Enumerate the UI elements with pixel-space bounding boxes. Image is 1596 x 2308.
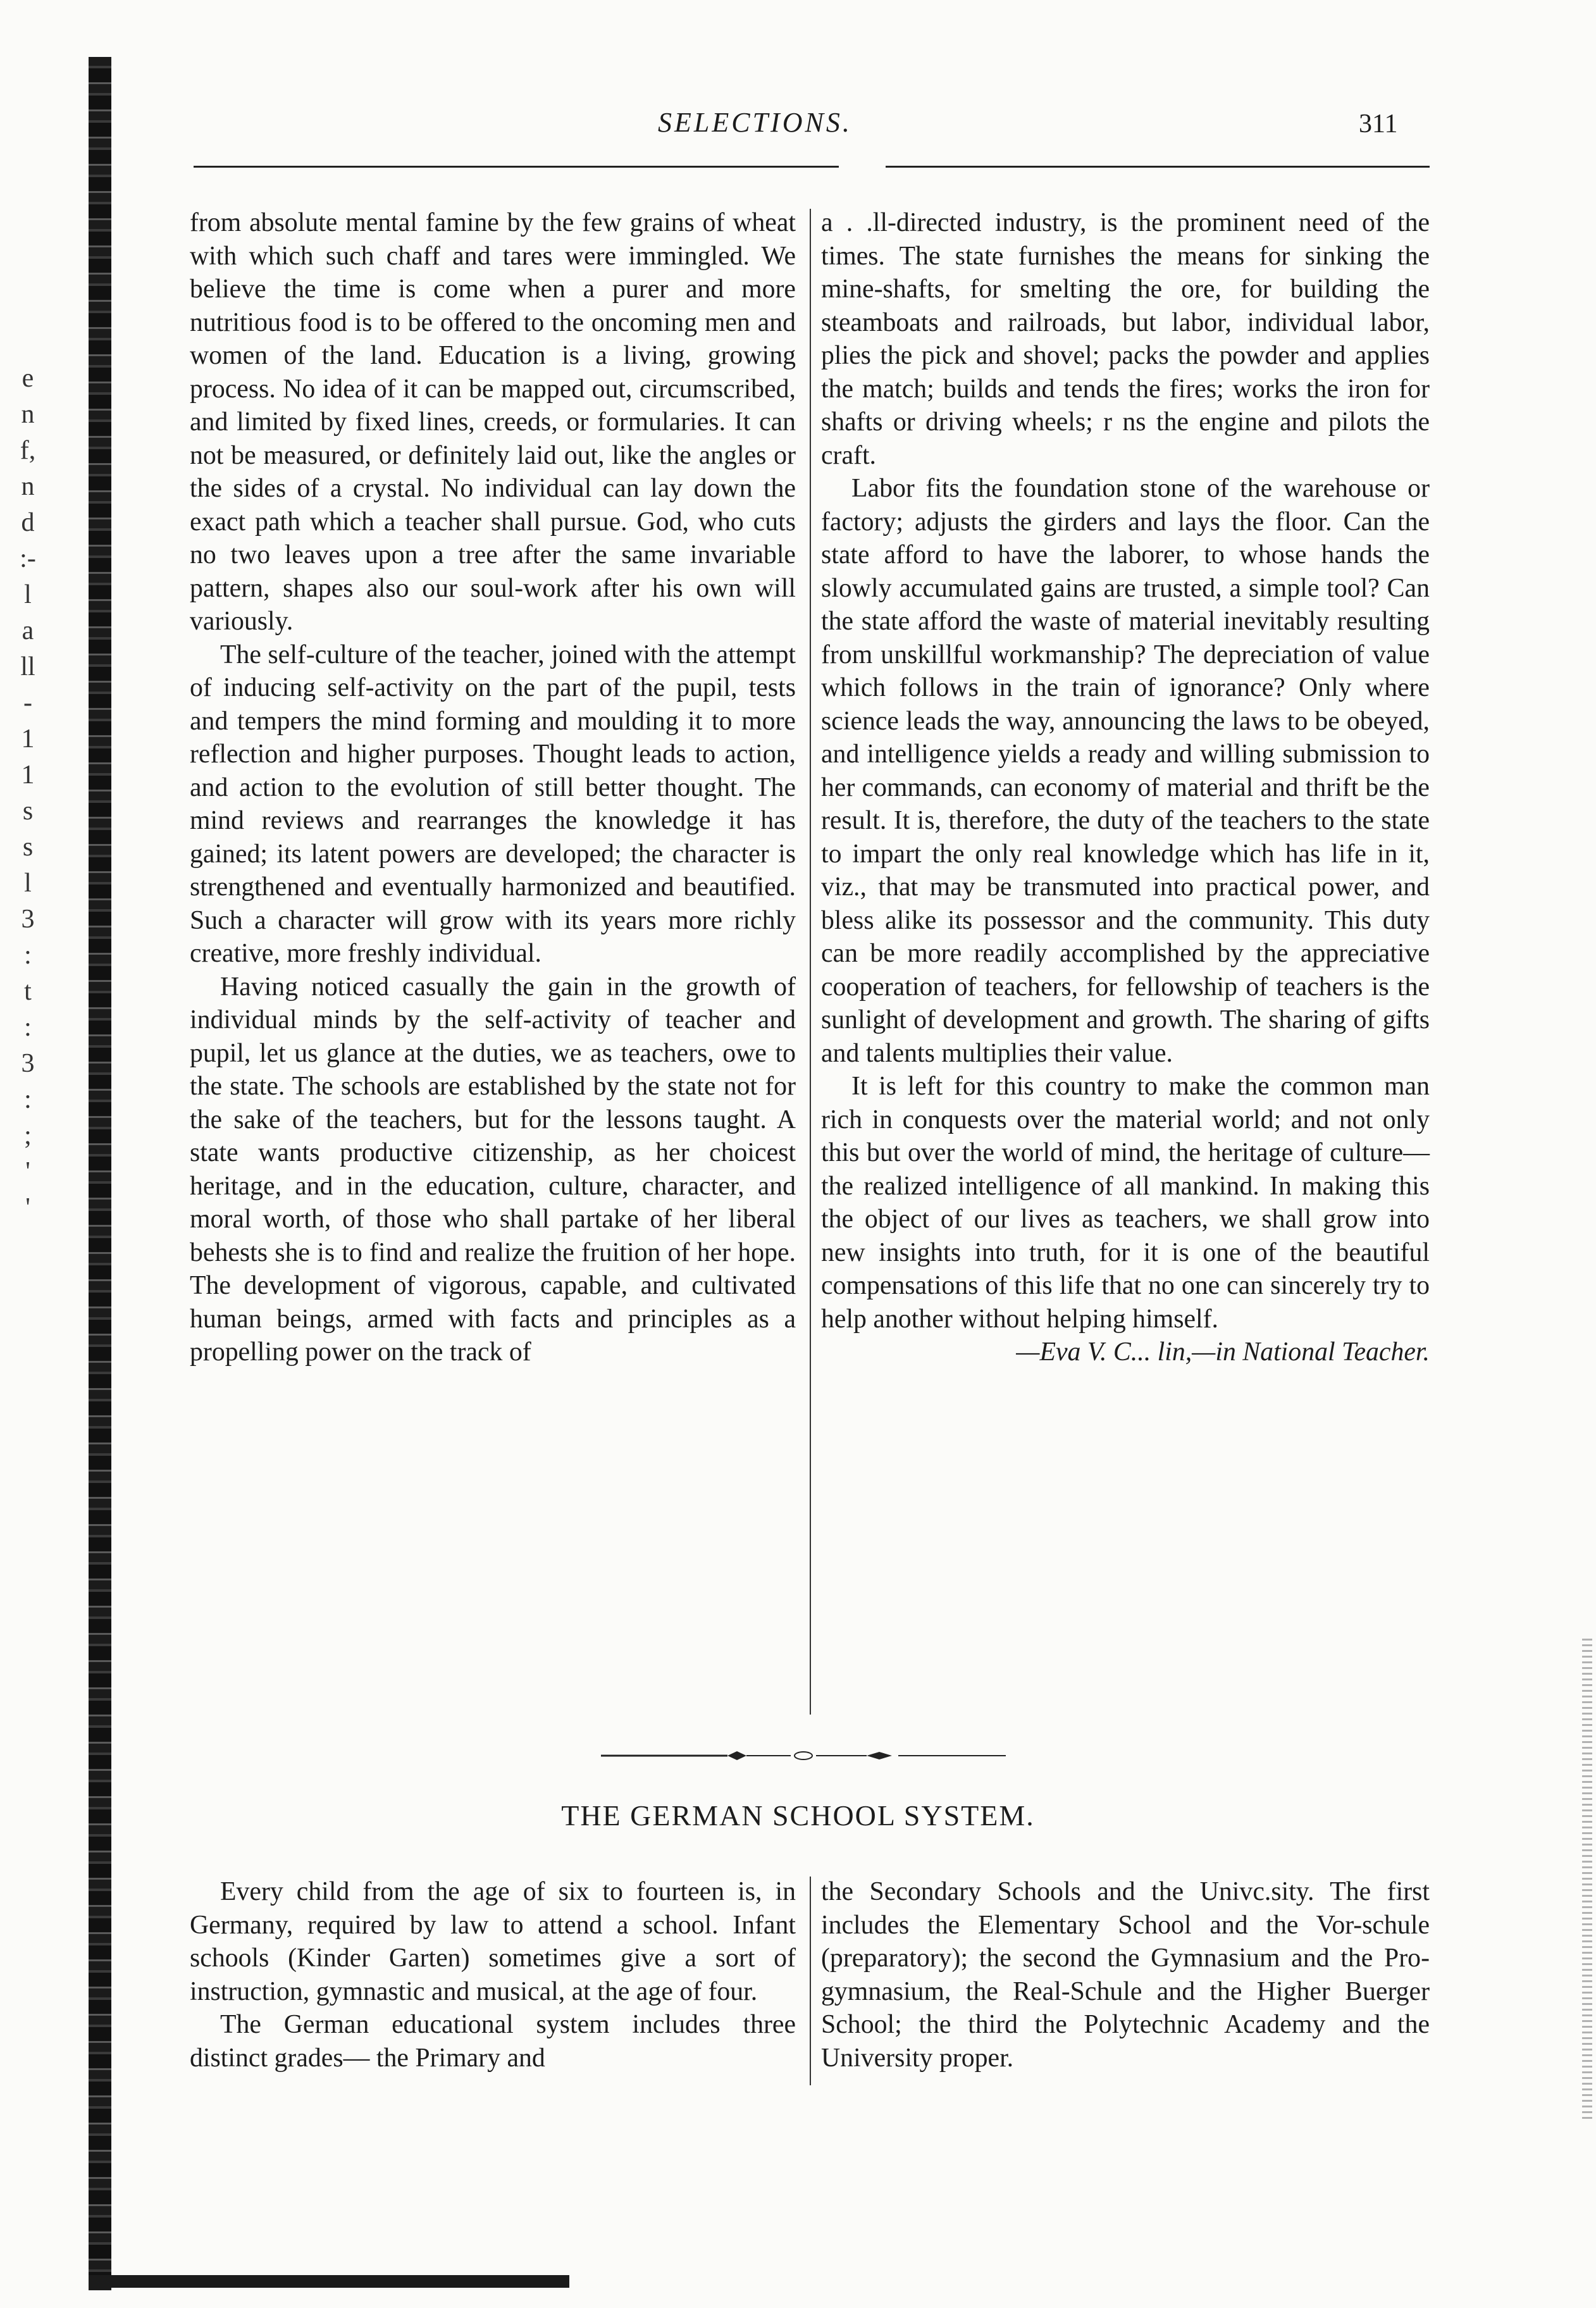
page-edge-texture: [1582, 1639, 1592, 2119]
margin-letter: ': [25, 1193, 30, 1222]
paragraph: Having noticed casually the gain in the growth of individual minds by the self-activity of teacher and pupil, let us glance at the duties, we as teachers, owe to the state. The schools are established by the state not for the sake of the teachers, but for the lessons taught. A state wants productive citizenship, as her choicest heritage, and in the education, culture, character, and moral worth, of those who shall partake of her liberal behests she is to find and realize the fruition of her hope. The development of vigorous, capable, and cultivated human beings, armed with facts and principles as a propelling power on the track of: [190, 972, 796, 1367]
margin-letter: ll: [20, 652, 35, 681]
margin-letter: f,: [20, 436, 36, 465]
running-title: SELECTIONS.: [658, 107, 852, 138]
section-title: THE GERMAN SCHOOL SYSTEM.: [561, 1799, 1035, 1832]
margin-letter: :: [24, 941, 32, 970]
margin-letter: 3: [21, 905, 35, 934]
margin-letter: :: [24, 1085, 32, 1114]
margin-letter: a: [22, 616, 34, 645]
margin-letter: 1: [21, 760, 35, 790]
article1-right-column: [821, 206, 1430, 1369]
paragraph: Every child from the age of six to fourteen is, in Germany, required by law to attend a school. Infant schools (Kinder Garten) sometimes give a sort of instruction, gymnastic and musical, at the age of four.: [190, 1877, 796, 2006]
margin-letter: l: [24, 869, 32, 898]
margin-letter: s: [22, 797, 34, 826]
ornamental-divider: [601, 1746, 1006, 1765]
paragraph: Labor fits the foundation stone of the warehouse or factory; adjusts the girders and lays the floor. Can the state afford to have the laborer, to whose hands the slowly accumulated gains are trusted, a simple tool? Can the state afford the waste of material inevitably resulting from unskillful workmanship? The depreciation of value which follows in the train of ignorance? Only where science leads the way, announcing the laws to be obeyed, and intelligence yields a ready and willing submission to her commands, can economy of material and thrift be the result. It is, therefore, the duty of the teachers to the state to impart the only real knowledge which has life in it, viz., that may be transmuted into practical power, and bless alike its possessor and the community. This duty can be more readily accomplished by the appreciative cooperation of teachers, for fellowship of teachers is the sunlight of development and growth. The sharing of gifts and talents multiplies their value.: [821, 474, 1430, 1068]
margin-letter: 1: [21, 724, 35, 754]
margin-letter: s: [22, 833, 34, 862]
paragraph: the Secondary Schools and the Univc.sity. The first includes the Elementary School and the Vor-schule (preparatory); the second the Gymnasium and the Pro-gymnasium, the Real-Schule and the Higher Buerger School; the third the Polytechnic Academy and the University proper.: [821, 1877, 1430, 2073]
paragraph: a . .ll-directed industry, is the prominent need of the times. The state furnishes the means for sinking the mine-shafts, for smelting the ore, for building the steamboats and railroads, but labor, individual labor, plies the pick and shovel; packs the powder and applies the match; builds and tends the fires; works the iron for shafts or driving wheels; r ns the engine and pilots the craft.: [821, 208, 1430, 470]
margin-letter: d: [21, 508, 35, 537]
article2-left-column: [190, 1875, 796, 2075]
margin-letter: n: [21, 472, 35, 501]
article2-right-column: [821, 1875, 1430, 2075]
margin-letter: t: [24, 977, 32, 1006]
book-binding-foot: [89, 2275, 569, 2288]
header-rule-right: [886, 166, 1430, 168]
page-number: 311: [1359, 109, 1398, 139]
column-divider: [810, 1877, 811, 2085]
paragraph: The self-culture of the teacher, joined with the attempt of inducing self-activity on the part of the pupil, tests and tempers the mind forming and moulding it to more reflection and higher purposes. Thought leads to action, and action to the evolution of still better thought. The mind reviews and rearranges the knowledge it has gained; its latent powers are developed; the character is strengthened and eventually harmonized and beautified. Such a character will grow with its years more richly creative, more freshly individual.: [190, 640, 796, 968]
facing-page-fragment: [9, 361, 47, 1226]
margin-letter: l: [24, 580, 32, 609]
attribution: —Eva V. C... lin,—in National Teacher.: [1016, 1337, 1430, 1367]
margin-letter: ;: [24, 1121, 32, 1150]
header-rule-left: [194, 166, 839, 168]
margin-letter: n: [21, 400, 35, 429]
paragraph: from absolute mental famine by the few grains of wheat with which such chaff and tares were immingled. We believe the time is come when a purer and more nutritious food is to be offered to the oncoming men and women of the land. Education is a living, growing process. No idea of it can be mapped out, circumscribed, and limited by fixed lines, creeds, or formularies. It can not be measured, or definitely laid out, like the angles or the sides of a crystal. No individual can lay down the exact path which a teacher shall pursue. God, who cuts no two leaves upon a tree after the same invariable pattern, shapes also our soul-work after his own will variously.: [190, 208, 796, 636]
margin-letter: :: [24, 1013, 32, 1042]
book-binding-edge: [89, 57, 111, 2290]
margin-letter: 3: [21, 1049, 35, 1078]
article1-left-column: [190, 206, 796, 1369]
paragraph: The German educational system includes three distinct grades— the Primary and: [190, 2010, 796, 2073]
margin-letter: ': [25, 1157, 30, 1186]
column-divider: [810, 209, 811, 1715]
margin-letter: :-: [20, 544, 36, 573]
paragraph: It is left for this country to make the common man rich in conquests over the material world; and not only this but over the world of mind, the heritage of culture—the realized intelligence of all mankind. In making this the object of our lives as teachers, we shall grow into new insights into truth, for it is one of the beautiful compensations of this life that no one can sincerely try to help another without helping himself.: [821, 1072, 1430, 1334]
margin-letter: -: [23, 688, 32, 717]
margin-letter: e: [22, 364, 34, 393]
